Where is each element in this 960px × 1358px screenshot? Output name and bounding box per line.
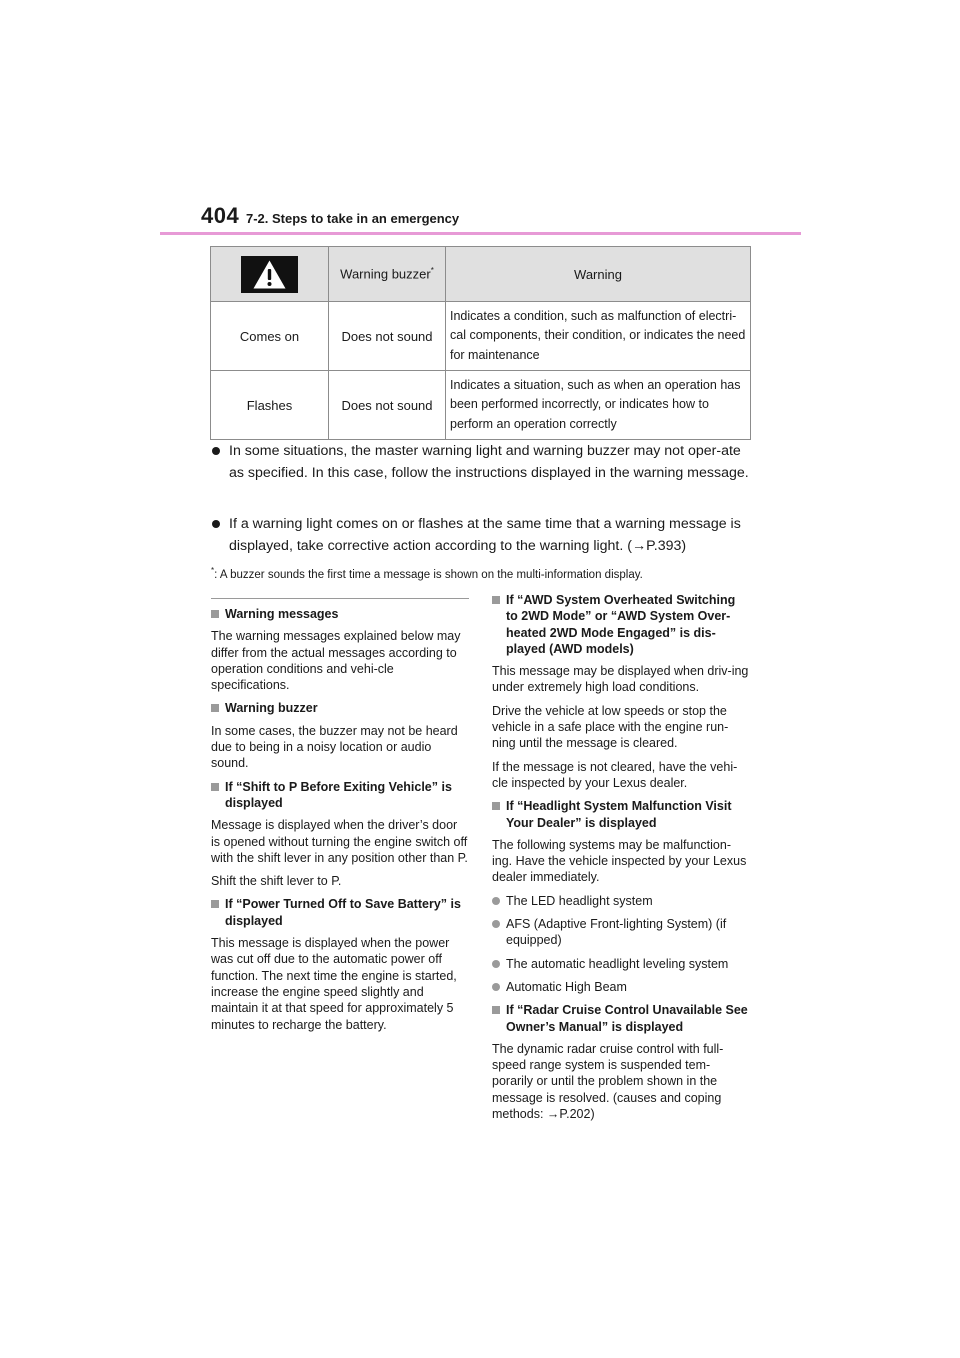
square-bullet-icon <box>211 900 219 908</box>
list-item: The automatic headlight leveling system <box>492 956 750 972</box>
circle-bullet-icon <box>492 960 500 968</box>
table-row <box>211 371 751 440</box>
section-title: 7-2. Steps to take in an emergency <box>246 211 460 226</box>
section-heading: Warning messages <box>211 606 469 622</box>
paragraph: If the message is not cleared, have the vehi-cle inspected by your Lexus dealer. <box>492 759 738 790</box>
square-bullet-icon <box>492 802 500 810</box>
header-rule <box>160 232 801 235</box>
table-cell-light: Flashes <box>211 371 329 440</box>
paragraph: The following systems may be malfunction-ing. Have the vehicle inspected by your Lexus dealer immediately. <box>492 837 747 885</box>
square-bullet-icon <box>211 783 219 791</box>
paragraph: In some cases, the buzzer may not be heard due to being in a noisy location or audio sound. <box>211 723 458 771</box>
left-column <box>211 606 469 1040</box>
footnote-text: : A buzzer sounds the first time a message is shown on the multi-information display. <box>214 568 643 581</box>
section-heading: If “Headlight System Malfunction Visit Your Dealer” is displayed <box>492 798 750 831</box>
bullet-text: If a warning light comes on or flashes at the same time that a warning message is displayed, take corrective action according to the warning light. (→P.393) <box>229 516 741 554</box>
page-number: 404 <box>201 203 240 228</box>
bullet-text: In some situations, the master warning light and warning buzzer may not oper-ate as specified. In this case, follow the instructions displayed in the warning message. <box>229 443 749 481</box>
paragraph: This message may be displayed when driv-ing under extremely high load conditions. <box>492 664 749 695</box>
table-header-warning: Warning <box>446 247 751 302</box>
paragraph: This message is displayed when the power was cut off due to the automatic power off function. The next time the engine is started, increase the engine speed slightly and maintain it at that speed for approximately 5 minutes to recharge the battery. <box>211 936 457 1032</box>
square-bullet-icon <box>492 596 500 604</box>
paragraph: The dynamic radar cruise control with full-speed range system is suspended tem-porarily or until the problem shown in the message is resolved. (causes and coping methods: →P.202) <box>492 1041 724 1122</box>
table-header-row <box>211 247 751 302</box>
square-bullet-icon <box>492 1006 500 1014</box>
table-cell-warning: Indicates a situation, such as when an operation has been performed incorrectly, or indicates how to perform an operation correctly <box>446 371 751 440</box>
bullet-item <box>212 440 752 484</box>
circle-bullet-icon <box>492 920 500 928</box>
footnote-mark: * <box>211 566 215 575</box>
table-cell-light: Comes on <box>211 302 329 371</box>
buzzer-footnote-mark: * <box>430 266 434 276</box>
table-cell-buzzer: Does not sound <box>329 371 446 440</box>
square-bullet-icon <box>211 610 219 618</box>
paragraph: Shift the shift lever to P. <box>211 874 342 889</box>
right-column <box>492 592 750 1129</box>
section-heading: Warning buzzer <box>211 700 469 716</box>
list-item: AFS (Adaptive Front-lighting System) (if equipped) <box>492 916 750 949</box>
circle-bullet-icon <box>492 897 500 905</box>
warning-table <box>210 246 751 440</box>
section-heading: If “Power Turned Off to Save Battery” is displayed <box>211 896 469 929</box>
table-cell-buzzer: Does not sound <box>329 302 446 371</box>
column-divider <box>211 598 469 599</box>
paragraph: Drive the vehicle at low speeds or stop the vehicle in a safe place with the engine run-ning until the message is cleared. <box>492 703 729 751</box>
warning-triangle-icon <box>241 256 298 293</box>
section-heading: If “AWD System Overheated Switching to 2WD Mode” or “AWD System Over-heated 2WD Mode Engaged” is dis-played (AWD models) <box>492 592 750 657</box>
square-bullet-icon <box>211 704 219 712</box>
table-header-buzzer: Warning buzzer* <box>329 247 446 302</box>
bullet-dot-icon <box>212 520 220 528</box>
bullet-dot-icon <box>212 447 220 455</box>
circle-bullet-icon <box>492 983 500 991</box>
paragraph: Message is displayed when the driver’s door is opened without turning the engine switch off with the shift lever in any position other than P. <box>211 818 468 865</box>
section-heading: If “Shift to P Before Exiting Vehicle” is displayed <box>211 779 469 812</box>
section-heading: If “Radar Cruise Control Unavailable See Owner’s Manual” is displayed <box>492 1002 750 1035</box>
list-item: The LED headlight system <box>492 893 750 909</box>
list-item: Automatic High Beam <box>492 979 750 995</box>
footnote <box>211 566 643 581</box>
paragraph: The warning messages explained below may differ from the actual messages according to operation conditions and vehi-cle specifications. <box>211 629 461 693</box>
table-cell-warning: Indicates a condition, such as malfunction of electri-cal components, their condition, or indicates the need for maintenance <box>446 302 751 371</box>
table-header-icon-cell <box>211 247 329 302</box>
table-row <box>211 302 751 371</box>
bullet-item <box>212 513 752 557</box>
